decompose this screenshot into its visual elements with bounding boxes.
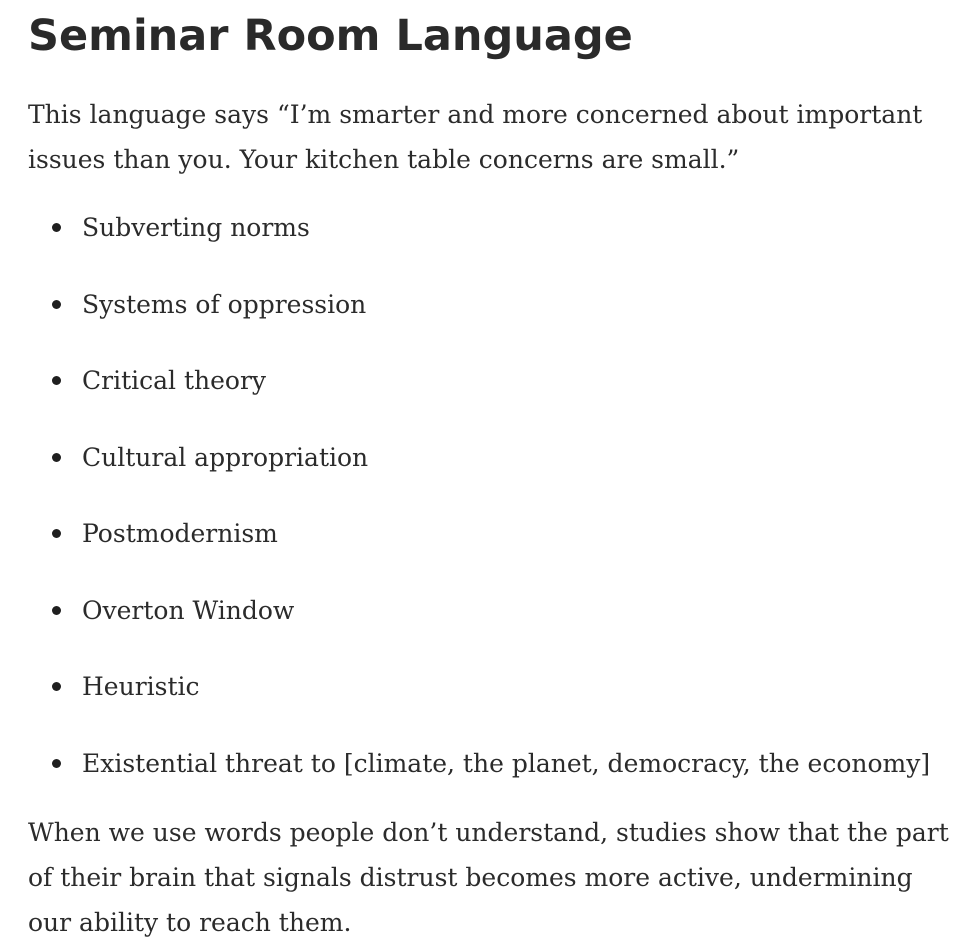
- bullet-icon: [52, 529, 61, 538]
- list-item: [28, 358, 958, 435]
- list-item-text: Subverting norms: [82, 213, 310, 242]
- bullet-icon: [52, 759, 61, 768]
- list-item-text: Critical theory: [82, 366, 267, 395]
- terms-list: [28, 205, 958, 817]
- list-item: [28, 741, 958, 818]
- list-item-text: Heuristic: [82, 672, 200, 701]
- bullet-icon: [52, 682, 61, 691]
- list-item-text: Postmodernism: [82, 519, 278, 548]
- bullet-icon: [52, 223, 61, 232]
- list-item-text: Existential threat to [climate, the planet, democracy, the economy]: [82, 748, 931, 778]
- list-item-text: Cultural appropriation: [82, 442, 369, 472]
- bullet-icon: [52, 453, 61, 462]
- closing-paragraph: When we use words people don’t understand, studies show that the part of their brain that signals distrust becomes more active, undermining our ability to reach them.: [28, 818, 949, 937]
- section-heading: Seminar Room Language: [28, 11, 633, 61]
- list-item: [28, 435, 958, 512]
- bullet-icon: [52, 376, 61, 385]
- list-item: [28, 511, 958, 588]
- bullet-icon: [52, 300, 61, 309]
- list-item-text: Overton Window: [82, 595, 295, 625]
- list-item: [28, 588, 958, 665]
- bullet-icon: [52, 606, 61, 615]
- intro-paragraph: This language says “I’m smarter and more concerned about important issues than you. Your kitchen table concerns are small.”: [28, 100, 923, 174]
- list-item-text: Systems of oppression: [82, 289, 367, 319]
- list-item: [28, 664, 958, 741]
- list-item: [28, 205, 958, 282]
- list-item: [28, 282, 958, 359]
